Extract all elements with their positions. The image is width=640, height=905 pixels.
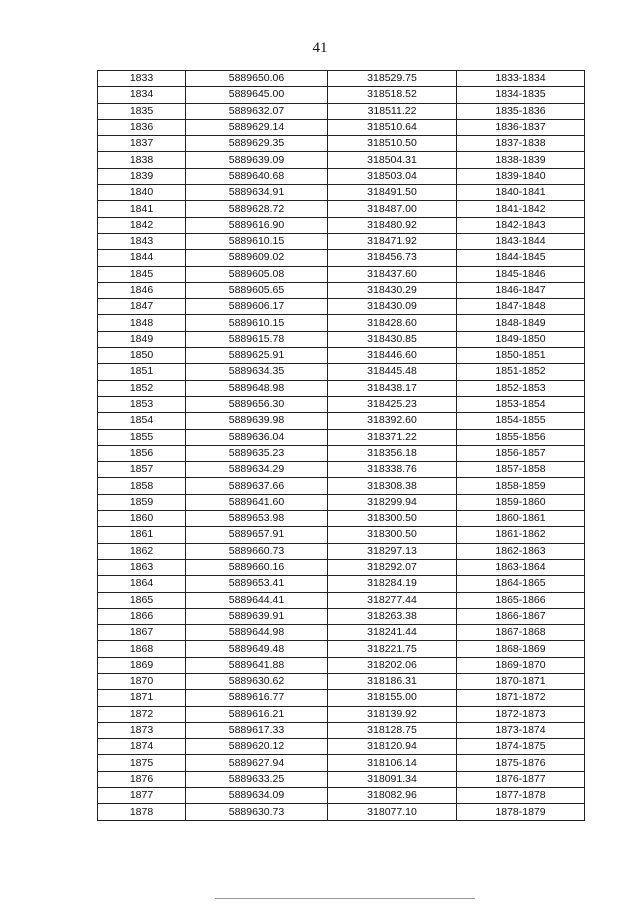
- point-number-cell: 1851: [98, 364, 186, 380]
- segment-cell: 1848-1849: [457, 315, 585, 331]
- segment-cell: 1852-1853: [457, 380, 585, 396]
- x-coordinate-cell: 5889629.35: [186, 136, 328, 152]
- x-coordinate-cell: 5889634.35: [186, 364, 328, 380]
- point-number-cell: 1856: [98, 445, 186, 461]
- table-row: [98, 250, 585, 266]
- y-coordinate-cell: 318529.75: [328, 71, 457, 87]
- y-coordinate-cell: 318221.75: [328, 641, 457, 657]
- x-coordinate-cell: 5889609.02: [186, 250, 328, 266]
- x-coordinate-cell: 5889627.94: [186, 755, 328, 771]
- x-coordinate-cell: 5889625.91: [186, 348, 328, 364]
- table-row: [98, 690, 585, 706]
- table-row: [98, 788, 585, 804]
- segment-cell: 1833-1834: [457, 71, 585, 87]
- y-coordinate-cell: 318371.22: [328, 429, 457, 445]
- y-coordinate-cell: 318430.29: [328, 282, 457, 298]
- x-coordinate-cell: 5889653.98: [186, 511, 328, 527]
- point-number-cell: 1860: [98, 511, 186, 527]
- point-number-cell: 1849: [98, 331, 186, 347]
- x-coordinate-cell: 5889632.07: [186, 103, 328, 119]
- x-coordinate-cell: 5889637.66: [186, 478, 328, 494]
- x-coordinate-cell: 5889635.23: [186, 445, 328, 461]
- y-coordinate-cell: 318356.18: [328, 445, 457, 461]
- coordinates-table-body: [98, 71, 585, 821]
- point-number-cell: 1833: [98, 71, 186, 87]
- y-coordinate-cell: 318487.00: [328, 201, 457, 217]
- x-coordinate-cell: 5889605.65: [186, 282, 328, 298]
- segment-cell: 1868-1869: [457, 641, 585, 657]
- table-row: [98, 673, 585, 689]
- y-coordinate-cell: 318155.00: [328, 690, 457, 706]
- x-coordinate-cell: 5889615.78: [186, 331, 328, 347]
- segment-cell: 1834-1835: [457, 87, 585, 103]
- point-number-cell: 1854: [98, 413, 186, 429]
- point-number-cell: 1843: [98, 233, 186, 249]
- point-number-cell: 1876: [98, 771, 186, 787]
- table-row: [98, 462, 585, 478]
- y-coordinate-cell: 318511.22: [328, 103, 457, 119]
- point-number-cell: 1838: [98, 152, 186, 168]
- x-coordinate-cell: 5889616.77: [186, 690, 328, 706]
- x-coordinate-cell: 5889657.91: [186, 527, 328, 543]
- table-row: [98, 119, 585, 135]
- y-coordinate-cell: 318518.52: [328, 87, 457, 103]
- point-number-cell: 1875: [98, 755, 186, 771]
- point-number-cell: 1858: [98, 478, 186, 494]
- point-number-cell: 1866: [98, 608, 186, 624]
- point-number-cell: 1873: [98, 722, 186, 738]
- segment-cell: 1856-1857: [457, 445, 585, 461]
- segment-cell: 1864-1865: [457, 576, 585, 592]
- x-coordinate-cell: 5889616.90: [186, 217, 328, 233]
- point-number-cell: 1865: [98, 592, 186, 608]
- point-number-cell: 1862: [98, 543, 186, 559]
- y-coordinate-cell: 318504.31: [328, 152, 457, 168]
- point-number-cell: 1847: [98, 299, 186, 315]
- table-row: [98, 722, 585, 738]
- segment-cell: 1875-1876: [457, 755, 585, 771]
- segment-cell: 1876-1877: [457, 771, 585, 787]
- segment-cell: 1866-1867: [457, 608, 585, 624]
- y-coordinate-cell: 318338.76: [328, 462, 457, 478]
- table-row: [98, 185, 585, 201]
- footer-divider: [215, 898, 475, 899]
- x-coordinate-cell: 5889639.91: [186, 608, 328, 624]
- table-row: [98, 103, 585, 119]
- segment-cell: 1865-1866: [457, 592, 585, 608]
- y-coordinate-cell: 318430.09: [328, 299, 457, 315]
- point-number-cell: 1863: [98, 559, 186, 575]
- y-coordinate-cell: 318491.50: [328, 185, 457, 201]
- segment-cell: 1847-1848: [457, 299, 585, 315]
- point-number-cell: 1871: [98, 690, 186, 706]
- segment-cell: 1877-1878: [457, 788, 585, 804]
- table-row: [98, 657, 585, 673]
- x-coordinate-cell: 5889640.68: [186, 168, 328, 184]
- y-coordinate-cell: 318428.60: [328, 315, 457, 331]
- segment-cell: 1850-1851: [457, 348, 585, 364]
- table-row: [98, 576, 585, 592]
- y-coordinate-cell: 318300.50: [328, 527, 457, 543]
- x-coordinate-cell: 5889649.48: [186, 641, 328, 657]
- table-row: [98, 348, 585, 364]
- point-number-cell: 1869: [98, 657, 186, 673]
- segment-cell: 1869-1870: [457, 657, 585, 673]
- y-coordinate-cell: 318308.38: [328, 478, 457, 494]
- x-coordinate-cell: 5889645.00: [186, 87, 328, 103]
- point-number-cell: 1855: [98, 429, 186, 445]
- y-coordinate-cell: 318292.07: [328, 559, 457, 575]
- table-row: [98, 478, 585, 494]
- table-row: [98, 233, 585, 249]
- point-number-cell: 1872: [98, 706, 186, 722]
- coordinates-table: [97, 70, 585, 821]
- segment-cell: 1841-1842: [457, 201, 585, 217]
- point-number-cell: 1840: [98, 185, 186, 201]
- x-coordinate-cell: 5889633.25: [186, 771, 328, 787]
- y-coordinate-cell: 318480.92: [328, 217, 457, 233]
- x-coordinate-cell: 5889644.98: [186, 625, 328, 641]
- point-number-cell: 1857: [98, 462, 186, 478]
- x-coordinate-cell: 5889610.15: [186, 315, 328, 331]
- y-coordinate-cell: 318446.60: [328, 348, 457, 364]
- segment-cell: 1840-1841: [457, 185, 585, 201]
- segment-cell: 1859-1860: [457, 494, 585, 510]
- y-coordinate-cell: 318128.75: [328, 722, 457, 738]
- segment-cell: 1843-1844: [457, 233, 585, 249]
- y-coordinate-cell: 318186.31: [328, 673, 457, 689]
- table-row: [98, 494, 585, 510]
- x-coordinate-cell: 5889634.29: [186, 462, 328, 478]
- table-row: [98, 201, 585, 217]
- x-coordinate-cell: 5889630.62: [186, 673, 328, 689]
- point-number-cell: 1864: [98, 576, 186, 592]
- table-row: [98, 641, 585, 657]
- segment-cell: 1838-1839: [457, 152, 585, 168]
- table-row: [98, 299, 585, 315]
- y-coordinate-cell: 318425.23: [328, 396, 457, 412]
- table-row: [98, 739, 585, 755]
- table-row: [98, 168, 585, 184]
- table-row: [98, 315, 585, 331]
- y-coordinate-cell: 318120.94: [328, 739, 457, 755]
- table-row: [98, 755, 585, 771]
- table-row: [98, 625, 585, 641]
- point-number-cell: 1859: [98, 494, 186, 510]
- x-coordinate-cell: 5889616.21: [186, 706, 328, 722]
- segment-cell: 1839-1840: [457, 168, 585, 184]
- table-row: [98, 152, 585, 168]
- segment-cell: 1867-1868: [457, 625, 585, 641]
- y-coordinate-cell: 318241.44: [328, 625, 457, 641]
- table-row: [98, 413, 585, 429]
- point-number-cell: 1874: [98, 739, 186, 755]
- table-row: [98, 771, 585, 787]
- segment-cell: 1871-1872: [457, 690, 585, 706]
- segment-cell: 1854-1855: [457, 413, 585, 429]
- table-row: [98, 511, 585, 527]
- table-row: [98, 804, 585, 820]
- segment-cell: 1836-1837: [457, 119, 585, 135]
- y-coordinate-cell: 318077.10: [328, 804, 457, 820]
- y-coordinate-cell: 318430.85: [328, 331, 457, 347]
- y-coordinate-cell: 318510.64: [328, 119, 457, 135]
- point-number-cell: 1853: [98, 396, 186, 412]
- x-coordinate-cell: 5889660.16: [186, 559, 328, 575]
- segment-cell: 1862-1863: [457, 543, 585, 559]
- y-coordinate-cell: 318297.13: [328, 543, 457, 559]
- y-coordinate-cell: 318300.50: [328, 511, 457, 527]
- point-number-cell: 1877: [98, 788, 186, 804]
- point-number-cell: 1839: [98, 168, 186, 184]
- x-coordinate-cell: 5889650.06: [186, 71, 328, 87]
- table-row: [98, 364, 585, 380]
- point-number-cell: 1837: [98, 136, 186, 152]
- table-row: [98, 608, 585, 624]
- y-coordinate-cell: 318091.34: [328, 771, 457, 787]
- segment-cell: 1844-1845: [457, 250, 585, 266]
- x-coordinate-cell: 5889610.15: [186, 233, 328, 249]
- y-coordinate-cell: 318437.60: [328, 266, 457, 282]
- segment-cell: 1861-1862: [457, 527, 585, 543]
- table-row: [98, 217, 585, 233]
- y-coordinate-cell: 318284.19: [328, 576, 457, 592]
- table-row: [98, 87, 585, 103]
- table-row: [98, 527, 585, 543]
- y-coordinate-cell: 318139.92: [328, 706, 457, 722]
- segment-cell: 1873-1874: [457, 722, 585, 738]
- x-coordinate-cell: 5889660.73: [186, 543, 328, 559]
- y-coordinate-cell: 318438.17: [328, 380, 457, 396]
- table-row: [98, 266, 585, 282]
- table-row: [98, 396, 585, 412]
- x-coordinate-cell: 5889628.72: [186, 201, 328, 217]
- y-coordinate-cell: 318277.44: [328, 592, 457, 608]
- y-coordinate-cell: 318392.60: [328, 413, 457, 429]
- x-coordinate-cell: 5889648.98: [186, 380, 328, 396]
- table-row: [98, 543, 585, 559]
- y-coordinate-cell: 318456.73: [328, 250, 457, 266]
- point-number-cell: 1861: [98, 527, 186, 543]
- segment-cell: 1863-1864: [457, 559, 585, 575]
- point-number-cell: 1848: [98, 315, 186, 331]
- segment-cell: 1857-1858: [457, 462, 585, 478]
- table-row: [98, 331, 585, 347]
- segment-cell: 1846-1847: [457, 282, 585, 298]
- y-coordinate-cell: 318202.06: [328, 657, 457, 673]
- segment-cell: 1855-1856: [457, 429, 585, 445]
- point-number-cell: 1878: [98, 804, 186, 820]
- point-number-cell: 1842: [98, 217, 186, 233]
- x-coordinate-cell: 5889634.09: [186, 788, 328, 804]
- table-row: [98, 380, 585, 396]
- x-coordinate-cell: 5889644.41: [186, 592, 328, 608]
- table-row: [98, 706, 585, 722]
- y-coordinate-cell: 318263.38: [328, 608, 457, 624]
- segment-cell: 1837-1838: [457, 136, 585, 152]
- point-number-cell: 1846: [98, 282, 186, 298]
- segment-cell: 1858-1859: [457, 478, 585, 494]
- segment-cell: 1853-1854: [457, 396, 585, 412]
- x-coordinate-cell: 5889630.73: [186, 804, 328, 820]
- segment-cell: 1878-1879: [457, 804, 585, 820]
- point-number-cell: 1836: [98, 119, 186, 135]
- x-coordinate-cell: 5889639.98: [186, 413, 328, 429]
- segment-cell: 1845-1846: [457, 266, 585, 282]
- x-coordinate-cell: 5889620.12: [186, 739, 328, 755]
- point-number-cell: 1868: [98, 641, 186, 657]
- table-row: [98, 592, 585, 608]
- table-row: [98, 282, 585, 298]
- point-number-cell: 1841: [98, 201, 186, 217]
- x-coordinate-cell: 5889629.14: [186, 119, 328, 135]
- table-row: [98, 136, 585, 152]
- table-row: [98, 559, 585, 575]
- x-coordinate-cell: 5889639.09: [186, 152, 328, 168]
- segment-cell: 1872-1873: [457, 706, 585, 722]
- x-coordinate-cell: 5889641.60: [186, 494, 328, 510]
- x-coordinate-cell: 5889617.33: [186, 722, 328, 738]
- y-coordinate-cell: 318471.92: [328, 233, 457, 249]
- segment-cell: 1870-1871: [457, 673, 585, 689]
- x-coordinate-cell: 5889636.04: [186, 429, 328, 445]
- x-coordinate-cell: 5889634.91: [186, 185, 328, 201]
- page-number: 41: [312, 40, 328, 56]
- x-coordinate-cell: 5889653.41: [186, 576, 328, 592]
- segment-cell: 1860-1861: [457, 511, 585, 527]
- table-row: [98, 445, 585, 461]
- point-number-cell: 1852: [98, 380, 186, 396]
- y-coordinate-cell: 318299.94: [328, 494, 457, 510]
- table-row: [98, 71, 585, 87]
- point-number-cell: 1870: [98, 673, 186, 689]
- point-number-cell: 1834: [98, 87, 186, 103]
- segment-cell: 1851-1852: [457, 364, 585, 380]
- x-coordinate-cell: 5889605.08: [186, 266, 328, 282]
- table-row: [98, 429, 585, 445]
- y-coordinate-cell: 318510.50: [328, 136, 457, 152]
- y-coordinate-cell: 318082.96: [328, 788, 457, 804]
- segment-cell: 1874-1875: [457, 739, 585, 755]
- segment-cell: 1842-1843: [457, 217, 585, 233]
- y-coordinate-cell: 318445.48: [328, 364, 457, 380]
- segment-cell: 1835-1836: [457, 103, 585, 119]
- point-number-cell: 1844: [98, 250, 186, 266]
- y-coordinate-cell: 318503.04: [328, 168, 457, 184]
- point-number-cell: 1835: [98, 103, 186, 119]
- point-number-cell: 1850: [98, 348, 186, 364]
- x-coordinate-cell: 5889656.30: [186, 396, 328, 412]
- point-number-cell: 1867: [98, 625, 186, 641]
- point-number-cell: 1845: [98, 266, 186, 282]
- x-coordinate-cell: 5889641.88: [186, 657, 328, 673]
- segment-cell: 1849-1850: [457, 331, 585, 347]
- y-coordinate-cell: 318106.14: [328, 755, 457, 771]
- x-coordinate-cell: 5889606.17: [186, 299, 328, 315]
